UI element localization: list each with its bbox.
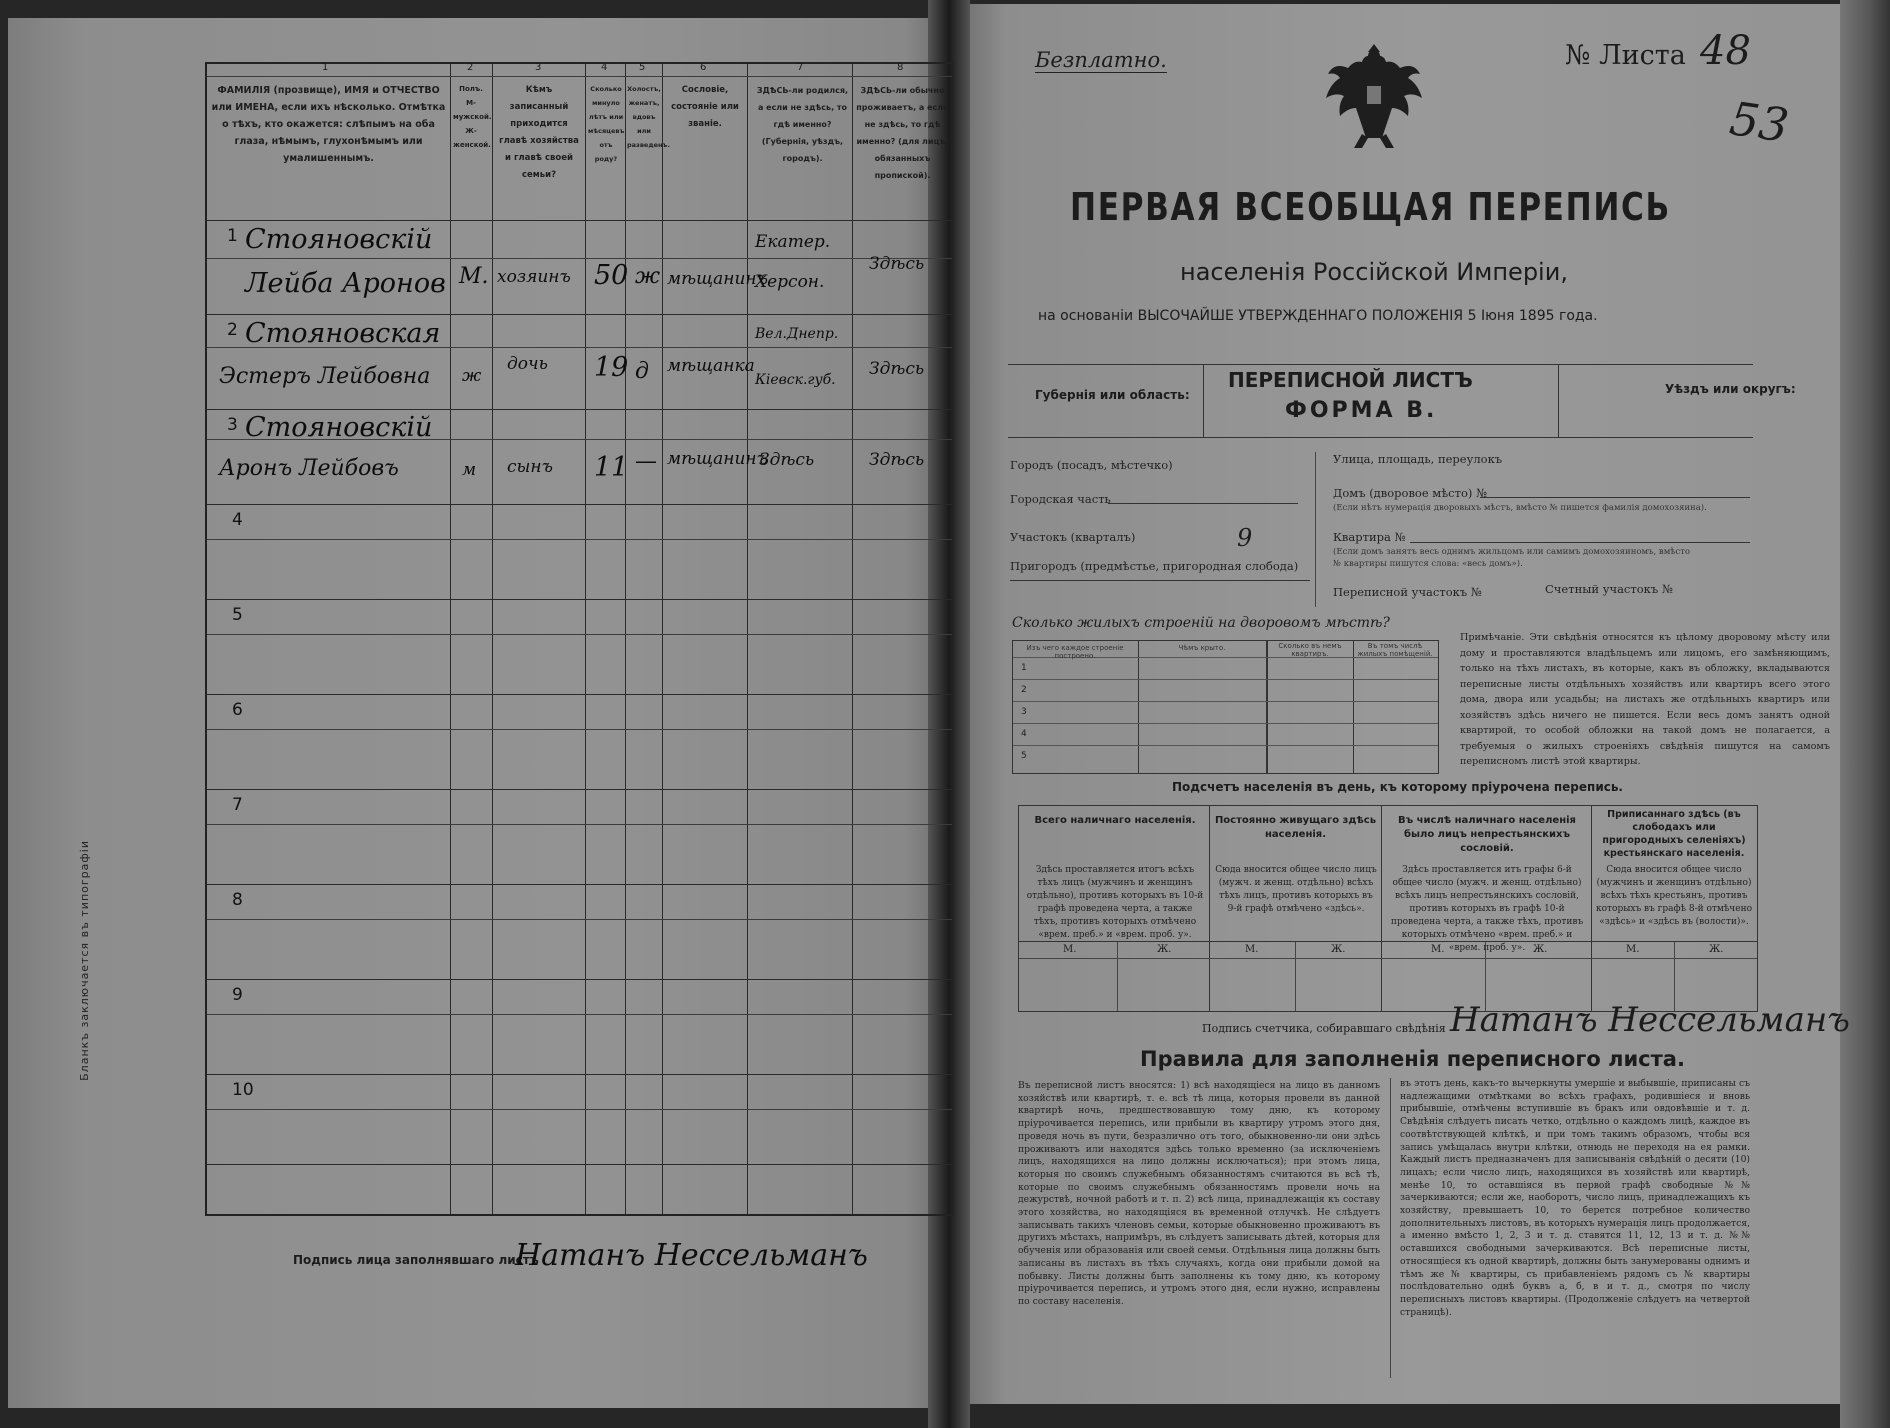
column-number: 6 (700, 62, 707, 73)
female-label: Ж. (1709, 944, 1724, 955)
field-suburb: Пригородъ (предмѣстье, пригородная слобода) (1010, 559, 1299, 573)
entry-age: 11 (594, 452, 629, 483)
enumerator-signature-label: Подпись счетчика, собиравшаго свѣдѣнія (1202, 1022, 1446, 1035)
entry-birthplace: Здѣсь (759, 450, 815, 470)
district-label: Уѣздъ или округъ: (1665, 382, 1796, 396)
structures-question: Сколько жилыхъ строеній на дворовомъ мѣстѣ? (1012, 615, 1390, 631)
count-body-total: Здѣсь проставляется итогъ всѣхъ тѣхъ лицъ (мужчинъ и женщинъ отдѣльно), противъ которыхъ въ 10-й графѣ проведена черта, а также тѣхъ, противъ которыхъ отмѣчено «врем. преб.» и «врем. проб. у». (1026, 865, 1204, 940)
field-census-district: Переписной участокъ № (1333, 585, 1482, 599)
entry-birthplace: Вел.Днепр. (755, 326, 839, 342)
signature-label: Подпись лица заполнявшаго листъ (293, 1253, 539, 1267)
row-number: 2 (227, 320, 238, 340)
field-quarter: Участокъ (кварталъ) (1010, 530, 1136, 544)
page-edges (1840, 0, 1890, 1428)
entry-surname: Стояновскій (245, 224, 433, 255)
column-number: 3 (535, 62, 542, 73)
field-city: Городъ (посадъ, мѣстечко) (1010, 458, 1173, 472)
row-number: 5 (232, 605, 243, 625)
field-city-part: Городская часть (1010, 492, 1111, 506)
buildings-row-number: 2 (1021, 685, 1027, 695)
entry-residence: Здѣсь (869, 254, 925, 274)
population-count-title: Подсчетъ населенія въ день, къ которому пріурочена перепись. (1172, 780, 1623, 794)
entry-age: 19 (594, 352, 629, 383)
main-title: ПЕРВАЯ ВСЕОБЩАЯ ПЕРЕПИСЬ (1070, 185, 1671, 229)
remark-text: Примѣчаніе. Эти свѣдѣнія относятся къ цѣлому дворовому мѣсту или дому и проставляются владѣльцемъ или лицомъ, его замѣняющимъ, только на тѣхъ листахъ, въ которые, какъ въ обложку, вкладываются переписные листы отдѣльныхъ хозяйствъ или квартиръ всего этого дома, двора или усадьбы; на листахъ же отдѣльныхъ квартиръ или хозяйствъ здѣсь ничего не пишется. Если весь домъ занятъ одной квартирой, то особой обложки на такой домъ не полагается, а требуемыя о жилыхъ строеніяхъ свѣдѣнія пишутся на самомъ переписномъ листѣ этой квартиры. (1460, 632, 1830, 767)
signature-handwritten: Натанъ Нессельманъ (515, 1238, 868, 1273)
double-headed-eagle-icon (1318, 38, 1430, 156)
house-note: (Если нѣтъ нумерація дворовыхъ мѣстъ, вмѣсто № пишется фамилія домохозяина). (1333, 503, 1707, 513)
entry-surname: Стояновская (245, 318, 441, 349)
buildings-header: Чѣмъ крыто. (1178, 644, 1226, 652)
header-birthplace: ЗДѢСЬ-ли родился, а если не здѣсь, то гдѣ именно? (Губернія, уѣздъ, городъ). (756, 86, 849, 163)
female-label: Ж. (1331, 944, 1346, 955)
entry-estate: мѣщанка (667, 356, 755, 376)
entry-residence: Здѣсь (869, 359, 925, 379)
count-header-peasant: Приписаннаго здѣсь (въ слободахъ или пригородныхъ селеніяхъ) крестьянскаго населенія. (1602, 809, 1746, 859)
buildings-header: Въ томъ числѣ жилыхъ помѣщеній. (1357, 642, 1433, 658)
entry-marital: — (635, 449, 657, 474)
form-type: ФОРМА В. (1285, 398, 1438, 423)
entry-age: 50 (594, 260, 629, 291)
legal-basis: на основаніи ВЫСОЧАЙШЕ УТВЕРЖДЕННАГО ПОЛОЖЕНІЯ 5 Іюня 1895 года. (1038, 308, 1598, 324)
apartment-note: (Если домъ занятъ весь однимъ жильцомъ или самимъ домохозяиномъ, вмѣсто (1333, 547, 1691, 557)
apartment-note-2: № квартиры пишутся слова: «весь домъ»). (1333, 559, 1523, 569)
side-strip-text: Бланкъ заключается въ типографіи (78, 840, 91, 1081)
row-number: 1 (227, 226, 238, 246)
rules-title: Правила для заполненія переписного листа. (1140, 1047, 1685, 1071)
rules-text-right: въ этотъ день, какъ-то вычеркнуты умершіе и выбывшіе, приписаны съ надлежащими отмѣтками во всѣхъ графахъ, родившіеся и вновь прибывшіе, отмѣчены вступившіе въ бракъ или овдовѣвшіе и т. д. Свѣдѣнія слѣдуетъ писать четко, отдѣльно о каждомъ лицѣ, каждое въ соотвѣтствующей клѣткѣ, и при томъ такимъ образомъ, чтобы вся запись умѣщалась внутри клѣтки, отнюдь не переходя на ея рамки. Каждый листъ предназначенъ для записыванія свѣдѣній о десяти (10) лицахъ; если число лицъ, находящихся въ хозяйствѣ или квартирѣ, менѣе 10, то оставшіяся въ первой графѣ свободные №№ зачеркиваются; если же, наоборотъ, число лицъ, принадлежащихъ къ хозяйству, превышаетъ 10, то берется потребное количество дополнительныхъ листовъ, въ которыхъ нумерація лицъ продолжается, а именно вмѣсто 1, 2, 3 и т. д. ставятся 11, 12, 13 и т. д. №№ оставшихся свободными зачеркиваются. Всѣ переписные листы, относящіеся къ одной квартирѣ, должны быть занумерованы однимъ и тѣмъ же № квартиры, съ прибавленіемъ рядомъ съ № квартиры послѣдовательно однѣ буквъ а, б, в и т. д., смотря по числу переписныхъ листовъ квартиры. (Продолженіе слѣдуетъ на четвертой страницѣ). (1400, 1078, 1750, 1318)
male-label: М. (1245, 944, 1259, 955)
entry-given-name: Аронъ Лейбовъ (219, 456, 399, 481)
form-title: ПЕРЕПИСНОЙ ЛИСТЪ (1228, 368, 1473, 392)
entry-relation: сынъ (507, 457, 553, 477)
entry-given-name: Эстеръ Лейбовна (219, 364, 431, 389)
buildings-row-number: 4 (1021, 729, 1027, 739)
entry-estate: мѣщанинъ (667, 449, 768, 469)
header-relation: Кѣмъ записанный приходится главѣ хозяйства и главѣ своей семьи? (499, 85, 579, 180)
header-name: ФАМИЛІЯ (прозвище), ИМЯ и ОТЧЕСТВО или ИМЕНА, если ихъ нѣсколько. Отмѣтка о тѣхъ, кто окажется: слѣпымъ на оба глаза, нѣмымъ, глухонѣмымъ или умалишеннымъ. (211, 85, 446, 164)
row-number: 8 (232, 890, 243, 910)
entry-residence: Здѣсь (869, 450, 925, 470)
entry-relation: хозяинъ (497, 267, 571, 287)
sheet-number-label: № Листа (1565, 40, 1686, 71)
header-estate: Сословіе, состояніе или званіе. (671, 85, 739, 129)
male-label: М. (1063, 944, 1077, 955)
header-residence: ЗДѢСЬ-ли обычно проживаетъ, а если не здѣсь, то гдѣ именно? (для лицъ, обязанныхъ пропиской). (856, 86, 949, 180)
header-marital: Холостъ, женатъ, вдовъ или разведенъ. (627, 85, 670, 149)
column-number: 1 (322, 62, 329, 73)
field-apartment: Квартира № (1333, 530, 1406, 544)
census-table (205, 62, 954, 1216)
column-number: 4 (601, 62, 608, 73)
count-header-total: Всего наличнаго населенія. (1034, 815, 1196, 826)
entry-marital: д (635, 359, 649, 384)
subtitle: населенія Россійской Имперіи, (1180, 258, 1568, 286)
row-number: 7 (232, 795, 243, 815)
buildings-row-number: 5 (1021, 751, 1027, 761)
sheet-number-handwritten-2: 53 (1726, 91, 1793, 153)
entry-birthplace-2: Кіевск.губ. (755, 372, 836, 388)
female-label: Ж. (1533, 944, 1548, 955)
column-number: 5 (639, 62, 646, 73)
row-number: 6 (232, 700, 243, 720)
entry-estate: мѣщанинъ (667, 269, 768, 289)
province-label: Губернія или область: (1035, 388, 1190, 402)
entry-sex: ж (462, 366, 482, 386)
row-number: 4 (232, 510, 243, 530)
buildings-row-number: 3 (1021, 707, 1027, 717)
entry-birthplace-2: Херсон. (755, 272, 825, 292)
entry-sex: м (462, 460, 477, 480)
apartment-number-handwritten: 9 (1237, 524, 1253, 552)
buildings-row-number: 1 (1021, 663, 1027, 673)
count-header-non-peasant: Въ числѣ наличнаго населенія было лицъ непрестьянскихъ сословій. (1398, 815, 1576, 854)
male-label: М. (1626, 944, 1640, 955)
count-body-non-peasant: Здѣсь проставляется итъ графы 6-й общее число (мужч. и женщ. отдѣльно) всѣхъ лицъ непрестьянскихъ сословій, противъ которыхъ въ графѣ 10-й проведена черта, а также тѣхъ, противъ которыхъ отмѣчено «врем. преб.» и «врем. проб. у». (1390, 865, 1584, 953)
count-body-peasant: Сюда вносится общее число (мужчинъ и женщинъ отдѣльно) всѣхъ тѣхъ крестьянъ, противъ которыхъ въ графѣ 8-й отмѣчено «здѣсь» и «здѣсь въ (волости)». (1596, 865, 1753, 927)
enumerator-signature: Натанъ Нессельманъ (1450, 1000, 1850, 1040)
row-number: 10 (232, 1080, 254, 1100)
field-counting-district: Счетный участокъ № (1545, 582, 1673, 596)
entry-given-name: Лейба Аронов (245, 268, 446, 299)
entry-surname: Стояновскій (245, 412, 433, 443)
entry-marital: ж (635, 264, 661, 289)
field-house: Домъ (дворовое мѣсто) № (1333, 486, 1487, 500)
sheet-number-handwritten: 48 (1700, 28, 1751, 74)
column-number: 7 (797, 62, 804, 73)
entry-relation: дочь (507, 354, 548, 374)
female-label: Ж. (1157, 944, 1172, 955)
buildings-table (1012, 640, 1439, 774)
count-body-permanent: Сюда вносится общее число лицъ (мужч. и женщ. отдѣльно) всѣхъ тѣхъ лицъ, противъ которыхъ въ 9-й графѣ отмѣчено «здѣсь». (1215, 865, 1377, 914)
row-number: 3 (227, 415, 238, 435)
male-label: М. (1431, 944, 1445, 955)
header-sex: Полъ. М-мужской. Ж-женской. (453, 85, 492, 149)
count-header-permanent: Постоянно живущаго здѣсь населенія. (1214, 815, 1377, 840)
entry-sex: М. (459, 264, 489, 289)
buildings-header: Сколько въ немъ квартиръ. (1278, 642, 1342, 658)
population-count-table (1018, 805, 1758, 1012)
column-number: 8 (897, 62, 904, 73)
free-label: Безплатно. (1035, 48, 1167, 72)
column-number: 2 (467, 62, 474, 73)
field-street: Улица, площадь, переулокъ (1333, 452, 1503, 466)
buildings-header: Изъ чего каждое строеніе построено. (1026, 644, 1124, 660)
entry-birthplace: Екатер. (755, 232, 831, 252)
header-age: Сколько минуло лѣтъ или мѣсяцевъ отъ роду? (588, 85, 625, 163)
rules-text-left: Въ переписной листъ вносятся: 1) всѣ находящіеся на лицо въ данномъ хозяйствѣ или квартирѣ, т. е. всѣ тѣ лица, которыя провели въ данной квартирѣ ночь, предшествовавшую тому дню, къ которому пріурочивается перепись, или прибыли въ квартиру утромъ этого дня, проведя ночь въ пути, безразлично отъ того, обыкновенно-ли они здѣсь проживаютъ или находятся здѣсь только временно (за исключеніемъ лицъ, находящихся на лицо должны исключаться); при этомъ лица, которыя по своимъ служебнымъ обязанностямъ считаются въ всѣ тѣ, которые по своимъ служебнымъ обязанностямъ провели ночь на дежурствѣ, ночной работѣ и т. п. 2) всѣ лица, принадлежащія къ составу этого хозяйства, но находящіяся въ временной отлучкѣ. Не слѣдуетъ записывать такихъ членовъ семьи, которые обыкновенно проживаютъ въ другихъ мѣстахъ, напримѣръ, въ слѣдуетъ записывать дѣтей, которыя для обученія или образованія или своей семьи. Отдѣльныя лица должны быть записаны въ листахъ въ тѣхъ случаяхъ, когда они прибыли домой на побывку. Листы должны быть заполнены къ тому дню, къ которому пріурочивается перепись, и утромъ этого дня, если нужно, исправлены по составу населенія. (1018, 1080, 1381, 1307)
row-number: 9 (232, 985, 243, 1005)
